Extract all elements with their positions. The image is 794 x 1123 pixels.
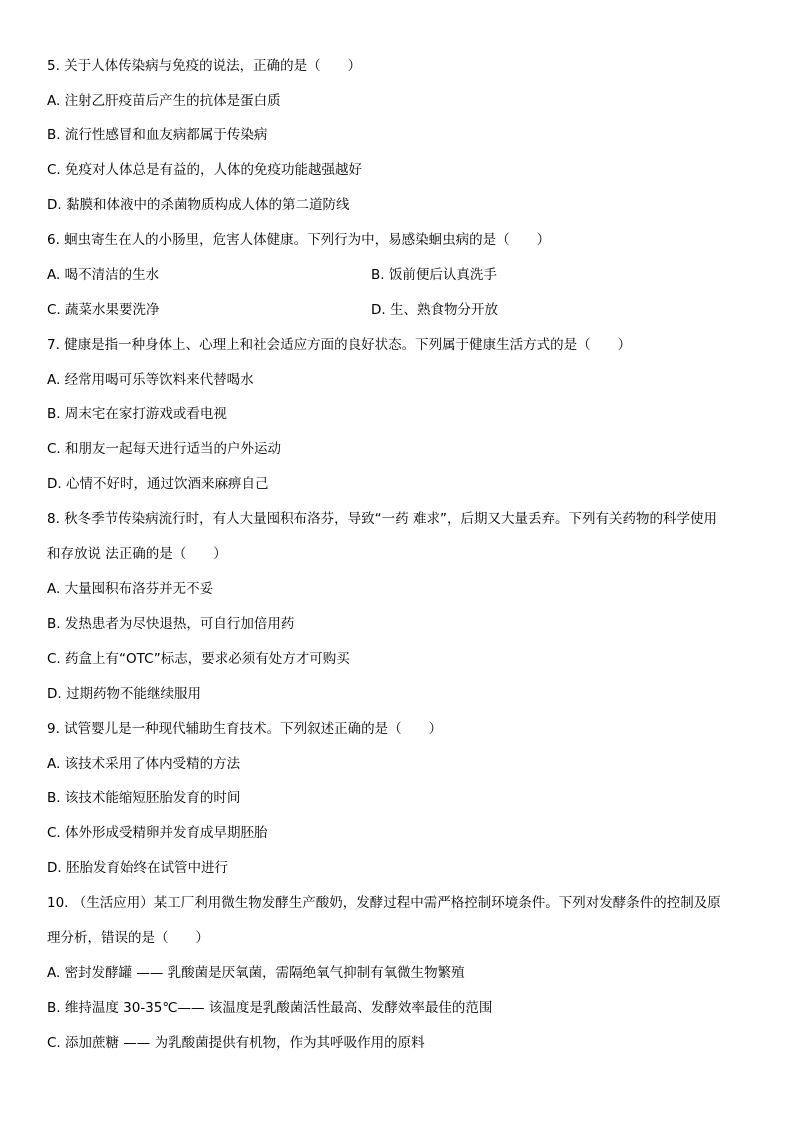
question-10-option-b: B. 维持温度 30-35℃—— 该温度是乳酸菌活性最高、发酵效率最佳的范围 (47, 1000, 493, 1016)
question-7-option-b: B. 周末宅在家打游戏或看电视 (47, 406, 227, 422)
question-5-option-b: B. 流行性感冒和血友病都属于传染病 (47, 127, 268, 143)
question-7-option-d: D. 心情不好时，通过饮酒来麻痹自己 (47, 476, 269, 492)
question-10-option-a: A. 密封发酵罐 —— 乳酸菌是厌氧菌，需隔绝氧气抑制有氧微生物繁殖 (47, 965, 465, 981)
question-7-option-c: C. 和朋友一起每天进行适当的户外运动 (47, 441, 282, 457)
question-5-stem: 5. 关于人体传染病与免疫的说法，正确的是（ ） (47, 58, 362, 74)
question-8-stem-line-2: 和存放说 法正确的是（ ） (47, 546, 227, 562)
question-9-option-a: A. 该技术采用了体内受精的方法 (47, 756, 241, 772)
question-8-option-a: A. 大量囤积布洛芬并无不妥 (47, 581, 214, 597)
question-8-option-c: C. 药盒上有“OTC”标志，要求必须有处方才可购买 (47, 651, 350, 667)
question-6-option-a: A. 喝不清洁的生水 (47, 267, 160, 283)
question-9-option-b: B. 该技术能缩短胚胎发育的时间 (47, 790, 241, 806)
question-6-stem: 6. 蛔虫寄生在人的小肠里，危害人体健康。下列行为中，易感染蛔虫病的是（ ） (47, 232, 551, 248)
question-5-option-a: A. 注射乙肝疫苗后产生的抗体是蛋白质 (47, 93, 281, 109)
question-8-option-d: D. 过期药物不能继续服用 (47, 686, 201, 702)
question-10-stem-line-2: 理分析，错误的是（ ） (47, 930, 209, 946)
question-7-option-a: A. 经常用喝可乐等饮料来代替喝水 (47, 372, 254, 388)
question-8-stem-line-1: 8. 秋冬季节传染病流行时，有人大量囤积布洛芬，导致“一药 难求”，后期又大量丢弃。下列有关药物的科学使用 (47, 511, 717, 527)
question-6-option-d: D. 生、熟食物分开放 (371, 302, 498, 318)
question-10-option-c: C. 添加蔗糖 —— 为乳酸菌提供有机物，作为其呼吸作用的原料 (47, 1035, 425, 1051)
question-7-stem: 7. 健康是指一种身体上、心理上和社会适应方面的良好状态。下列属于健康生活方式的是（ ） (47, 337, 632, 353)
question-6-option-c: C. 蔬菜水果要洗净 (47, 302, 160, 318)
question-10-stem-line-1: 10. （生活应用）某工厂利用微生物发酵生产酸奶，发酵过程中需严格控制环境条件。下列对发酵条件的控制及原 (47, 895, 721, 911)
question-5-option-c: C. 免疫对人体总是有益的，人体的免疫功能越强越好 (47, 162, 363, 178)
question-9-stem: 9. 试管婴儿是一种现代辅助生育技术。下列叙述正确的是（ ） (47, 721, 443, 737)
question-6-option-b: B. 饭前便后认真洗手 (371, 267, 497, 283)
question-8-option-b: B. 发热患者为尽快退热，可自行加倍用药 (47, 616, 295, 632)
question-9-option-d: D. 胚胎发育始终在试管中进行 (47, 860, 228, 876)
question-9-option-c: C. 体外形成受精卵并发育成早期胚胎 (47, 825, 268, 841)
question-5-option-d: D. 黏膜和体液中的杀菌物质构成人体的第二道防线 (47, 197, 350, 213)
